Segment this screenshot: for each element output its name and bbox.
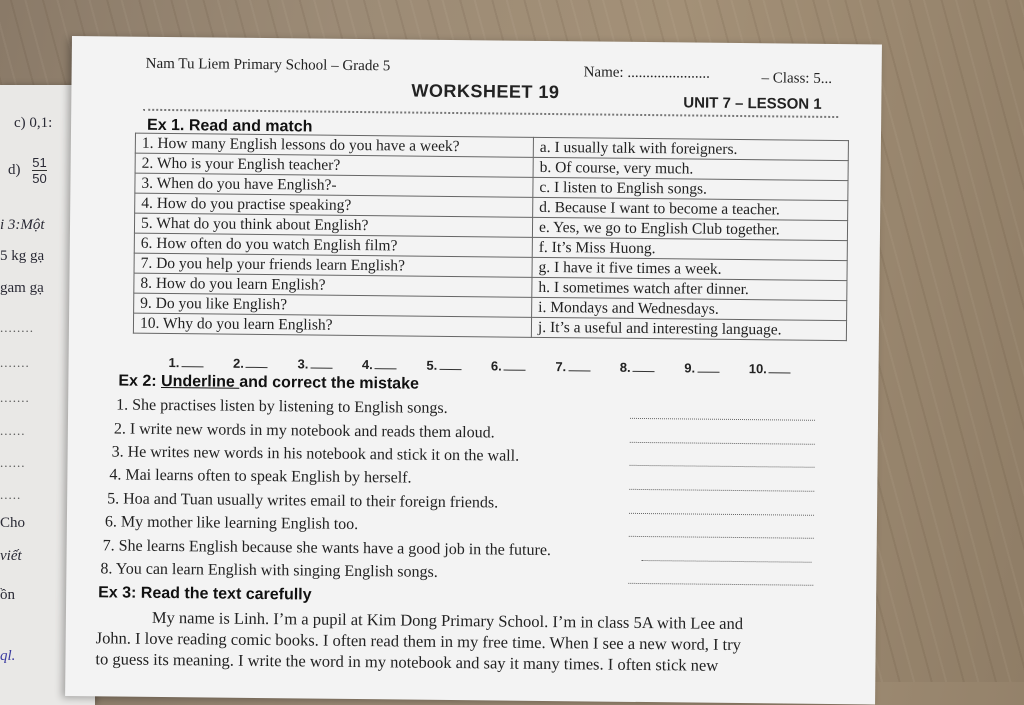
left-page-dots: .....: [0, 487, 22, 502]
answer-cell: g. I have it five times a week.: [532, 257, 847, 280]
answer-blank[interactable]: [375, 368, 397, 369]
passage-line: My name is Linh. I’m a pupil at Kim Dong Primary School. I’m in class 5A with Lee and: [151, 607, 744, 634]
passage-line: to guess its meaning. I write the word in my notebook and say it many times. I often stick new: [95, 649, 719, 675]
answer-blank[interactable]: [633, 371, 655, 372]
left-page-text: i 3:Một: [0, 217, 45, 233]
exercise-2-heading: Ex 2: Underline and correct the mistake: [118, 372, 420, 393]
answer-cell: d. Because I want to become a teacher.: [533, 197, 848, 220]
question-cell: 3. When do you have English?-: [135, 173, 533, 197]
left-page-item-c: c) 0,1:: [14, 115, 53, 131]
answer-blank[interactable]: [568, 370, 590, 371]
answer-line[interactable]: [630, 418, 815, 421]
class-field: – Class: 5...: [761, 70, 833, 87]
answer-blank[interactable]: [769, 372, 791, 373]
answer-line[interactable]: [642, 560, 812, 563]
sentence: 2. I write new words in my notebook and reads them aloud.: [113, 420, 495, 442]
question-cell: 2. Who is your English teacher?: [135, 153, 533, 177]
left-page-text: 5 kg gạ: [0, 248, 45, 264]
answer-line[interactable]: [630, 465, 815, 468]
sentence: 7. She learns English because she wants have a good job in the future.: [102, 537, 552, 560]
answer-line[interactable]: [629, 513, 814, 516]
left-page-text: viết: [0, 548, 22, 564]
answer-line[interactable]: [630, 442, 815, 445]
left-page-text: gam gạ: [0, 280, 44, 296]
answer-blank[interactable]: [246, 367, 268, 368]
question-cell: 10. Why do you learn English?: [133, 313, 531, 337]
left-page-text: Cho: [0, 515, 26, 531]
sentence: 4. Mai learns often to speak English by herself.: [109, 466, 412, 487]
name-field: Name: ......................: [583, 64, 710, 82]
answer-cell: b. Of course, very much.: [533, 157, 848, 180]
question-cell: 8. How do you learn English?: [134, 273, 532, 297]
sentence: 5. Hoa and Tuan usually writes email to their foreign friends.: [107, 490, 499, 512]
question-cell: 9. Do you like English?: [134, 293, 532, 317]
left-page-dots: ........: [0, 320, 34, 335]
left-page-dots: .......: [0, 390, 30, 405]
sentence: 1. She practises listen by listening to English songs.: [116, 396, 448, 417]
answer-blank[interactable]: [504, 370, 526, 371]
answer-cell: c. I listen to English songs.: [533, 177, 848, 200]
left-page-dots: .......: [0, 355, 30, 370]
unit-lesson: UNIT 7 – LESSON 1: [683, 94, 822, 113]
sentence: 6. My mother like learning English too.: [104, 513, 359, 534]
answer-cell: j. It’s a useful and interesting language.: [531, 317, 846, 340]
worksheet-title: WORKSHEET 19: [411, 80, 560, 103]
answer-key-row: 1. 2. 3. 4. 5. 6. 7. 8. 9. 10.: [169, 355, 791, 377]
sentence: 8. You can learn English with singing English songs.: [100, 560, 438, 581]
exercise-3-heading: Ex 3: Read the text carefully: [98, 584, 312, 604]
answer-cell: a. I usually talk with foreigners.: [533, 137, 848, 160]
answer-cell: h. I sometimes watch after dinner.: [532, 277, 847, 300]
answer-blank[interactable]: [310, 368, 332, 369]
left-page-dots: ......: [0, 455, 26, 470]
sentence: 3. He writes new words in his notebook and stick it on the wall.: [111, 443, 520, 465]
question-cell: 5. What do you think about English?: [134, 213, 532, 237]
answer-blank[interactable]: [181, 366, 203, 367]
question-cell: 7. Do you help your friends learn English?: [134, 253, 532, 277]
reading-passage: [95, 606, 856, 677]
question-cell: 6. How often do you watch English film?: [134, 233, 532, 257]
school-header: Nam Tu Liem Primary School – Grade 5: [145, 55, 391, 75]
left-page-text: ồn: [0, 587, 15, 603]
answer-cell: e. Yes, we go to English Club together.: [532, 217, 847, 240]
answer-cell: i. Mondays and Wednesdays.: [532, 297, 847, 320]
answer-line[interactable]: [629, 489, 814, 492]
answer-blank[interactable]: [697, 372, 719, 373]
answer-blank[interactable]: [439, 369, 461, 370]
matching-table: [133, 133, 849, 341]
left-page-item-d: d) $\frac{51}{50}$: [8, 155, 47, 186]
left-page-text: ql.: [0, 648, 16, 664]
exercise-1-heading: Ex 1. Read and match: [146, 116, 313, 136]
question-cell: 1. How many English lessons do you have a week?: [135, 133, 533, 157]
left-page-dots: ......: [0, 423, 26, 438]
answer-line[interactable]: [629, 536, 814, 539]
worksheet-page: [65, 36, 882, 704]
answer-line[interactable]: [628, 583, 813, 586]
question-cell: 4. How do you practise speaking?: [135, 193, 533, 217]
passage-line: John. I love reading comic books. I often read them in my free time. When I see a new word, I try: [95, 628, 742, 655]
answer-cell: f. It’s Miss Huong.: [532, 237, 847, 260]
